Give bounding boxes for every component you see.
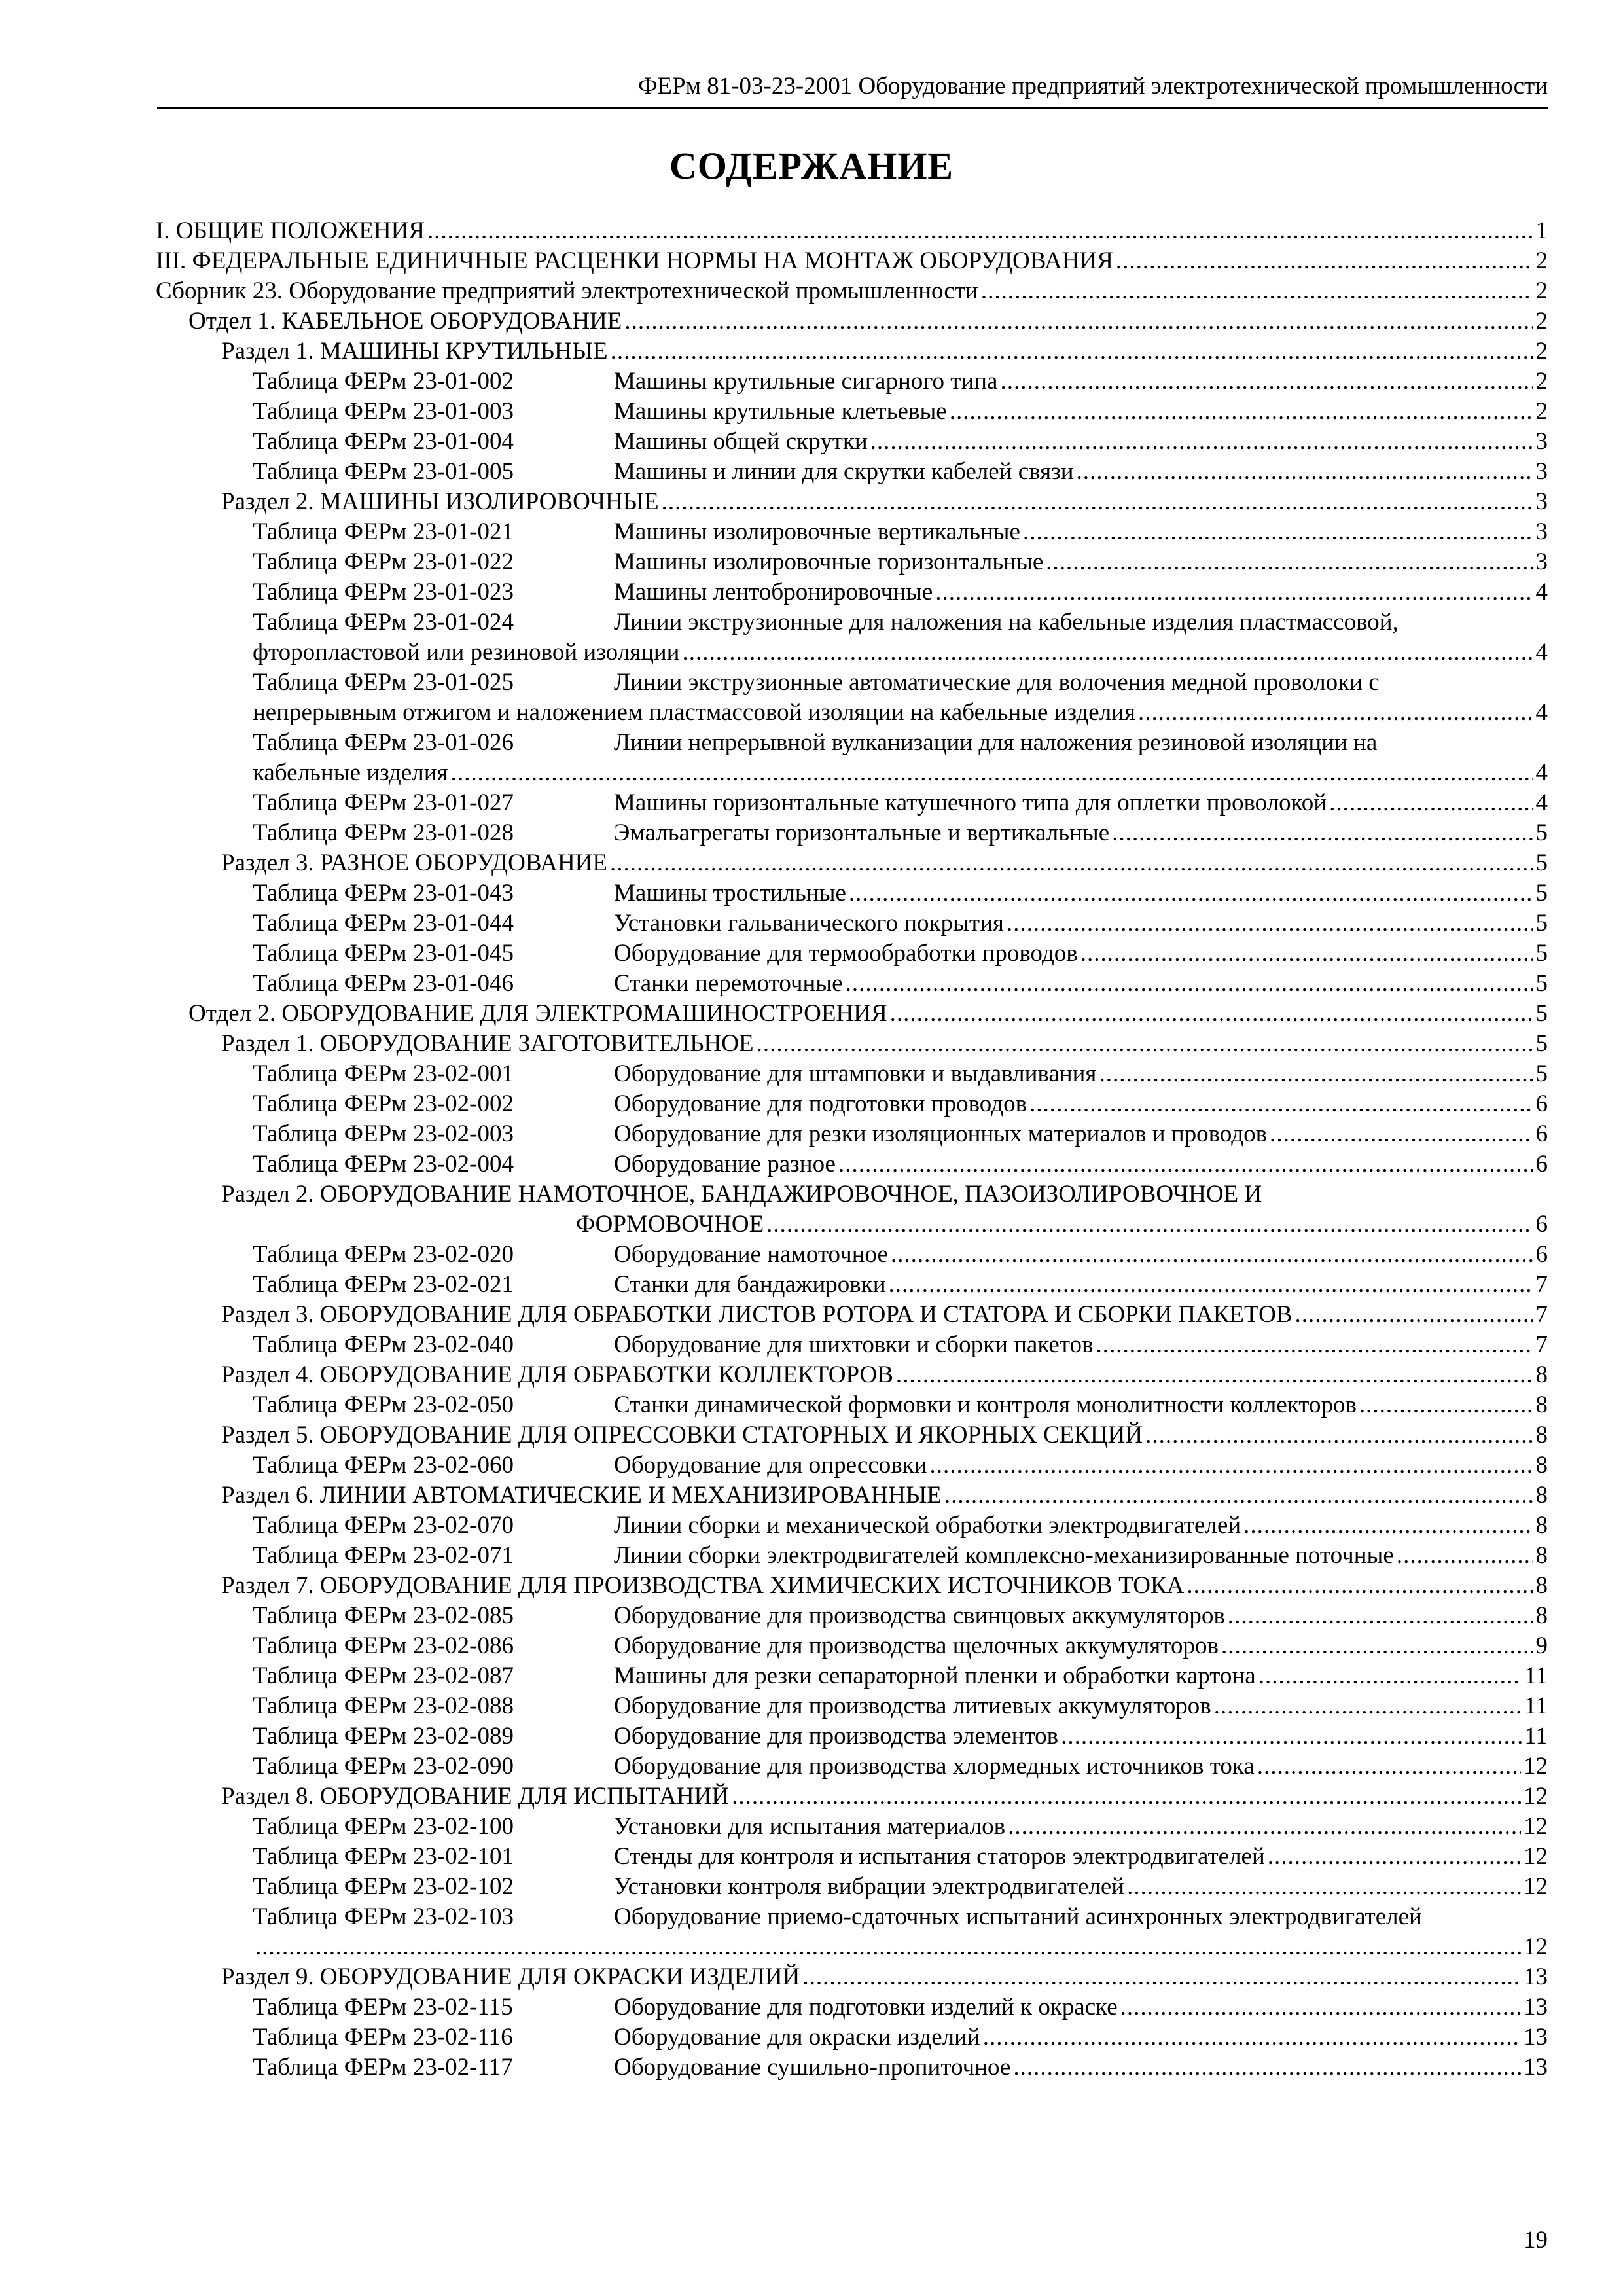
dot-leader (1007, 908, 1533, 939)
page-number: 19 (1524, 2227, 1548, 2253)
toc-table-name: Станки динамической формовки и контроля монолитности коллекторов (614, 1391, 1357, 1418)
toc-section-title: Раздел 3. РАЗНОЕ ОБОРУДОВАНИЕ (221, 850, 607, 876)
toc-table-name: Машины крутильные сигарного типа (614, 368, 998, 395)
toc-page-number: 3 (1535, 548, 1548, 575)
toc-section-title: Раздел 1. МАШИНЫ КРУТИЛЬНЫЕ (221, 338, 608, 365)
toc-table-name: Оборудование для производства элементов (614, 1723, 1059, 1749)
toc-table-code: Таблица ФЕРм 23-02-050 (253, 1391, 514, 1418)
toc-entry (156, 698, 1548, 728)
toc-page-number: 1 (1535, 217, 1548, 244)
toc-entry (156, 1390, 1548, 1420)
toc-table-name: Оборудование сушильно-пропиточное (614, 2054, 1011, 2081)
dot-leader (1329, 788, 1533, 818)
toc-page-number: 8 (1535, 1422, 1548, 1448)
toc-section-title: Раздел 1. ОБОРУДОВАНИЕ ЗАГОТОВИТЕЛЬНОЕ (221, 1030, 754, 1057)
toc-table-code: Таблица ФЕРм 23-02-086 (253, 1632, 514, 1659)
dot-leader (1295, 1300, 1533, 1330)
toc-entry (156, 1270, 1548, 1300)
toc-page-number: 8 (1535, 1361, 1548, 1388)
toc-table-code: Таблица ФЕРм 23-02-101 (253, 1843, 514, 1870)
toc-page-number: 12 (1524, 1813, 1548, 1840)
dot-leader (610, 848, 1533, 878)
toc-page-number: 2 (1535, 247, 1548, 274)
toc-section-title: Раздел 8. ОБОРУДОВАНИЕ ДЛЯ ИСПЫТАНИЙ (221, 1783, 730, 1810)
toc-entry (156, 1782, 1548, 1812)
toc-entry (156, 336, 1548, 367)
table-of-contents (156, 216, 1548, 2083)
toc-table-code: Таблица ФЕРм 23-02-116 (253, 2024, 513, 2051)
dot-leader (1228, 1601, 1533, 1631)
toc-entry (156, 818, 1548, 848)
toc-table-name-continued: фторопластовой или резиновой изоляции (253, 639, 680, 666)
dot-leader (1120, 1992, 1521, 2022)
toc-entry (156, 1751, 1548, 1782)
toc-table-name: Оборудование приемо-сдаточных испытаний асинхронных электродвигателей (614, 1903, 1422, 1930)
toc-table-name: Машины горизонтальные катушечного типа для оплетки проволокой (614, 789, 1327, 816)
toc-page-number: 2 (1535, 398, 1548, 425)
dot-leader (1270, 1119, 1533, 1149)
toc-page-number: 2 (1535, 308, 1548, 334)
toc-table-code: Таблица ФЕРм 23-02-002 (253, 1090, 514, 1117)
toc-page-number: 6 (1535, 1241, 1548, 1268)
toc-entry (156, 1330, 1548, 1360)
toc-entry (156, 547, 1548, 577)
toc-table-name: Оборудование для термообработки проводов (614, 940, 1078, 967)
toc-entry (156, 276, 1548, 306)
toc-entry (156, 728, 1548, 758)
toc-entry (156, 397, 1548, 427)
toc-table-name: Эмальагрегаты горизонтальные и вертикальные (614, 819, 1110, 846)
dot-leader (935, 577, 1533, 607)
toc-page-number: 7 (1535, 1271, 1548, 1298)
toc-table-name: Оборудование для шихтовки и сборки пакетов (614, 1331, 1094, 1358)
toc-page-number: 5 (1535, 1030, 1548, 1057)
toc-entry (156, 1571, 1548, 1601)
dot-leader (451, 758, 1533, 788)
dot-leader (1359, 1390, 1533, 1420)
toc-page-number: 8 (1535, 1452, 1548, 1479)
toc-table-name: Оборудование для подготовки изделий к окраске (614, 1994, 1118, 2020)
toc-page-number: 3 (1535, 458, 1548, 485)
toc-entry (156, 1179, 1548, 1210)
toc-table-code: Таблица ФЕРм 23-01-045 (253, 940, 514, 967)
dot-leader (846, 969, 1533, 999)
toc-entry (156, 427, 1548, 457)
dot-leader (1008, 1812, 1521, 1842)
dot-leader (1046, 547, 1533, 577)
toc-page-number: 7 (1535, 1331, 1548, 1358)
dot-leader (1243, 1511, 1533, 1541)
toc-entry (156, 577, 1548, 607)
toc-section-title: Раздел 2. ОБОРУДОВАНИЕ НАМОТОЧНОЕ, БАНДАЖИРОВОЧНОЕ, ПАЗОИЗОЛИРОВОЧНОЕ И (221, 1181, 1262, 1208)
toc-page-number: 13 (1524, 2024, 1548, 2051)
toc-table-name: Оборудование для производства свинцовых аккумуляторов (614, 1602, 1225, 1629)
dot-leader (1013, 2053, 1521, 2083)
dot-leader (1397, 1541, 1533, 1571)
toc-table-name: Оборудование для производства щелочных аккумуляторов (614, 1632, 1219, 1659)
toc-entry (156, 1962, 1548, 1992)
dot-leader (890, 999, 1533, 1029)
dot-leader (427, 216, 1533, 246)
toc-table-name-continued: кабельные изделия (253, 759, 448, 786)
dot-leader (1112, 818, 1533, 848)
toc-entry (156, 668, 1548, 698)
toc-page-number: 2 (1535, 278, 1548, 304)
toc-entry (156, 969, 1548, 999)
toc-page-number: 6 (1535, 1121, 1548, 1147)
toc-section-title: Раздел 4. ОБОРУДОВАНИЕ ДЛЯ ОБРАБОТКИ КОЛЛЕКТОРОВ (221, 1361, 893, 1388)
dot-leader (757, 1029, 1533, 1059)
dot-leader (1077, 457, 1533, 487)
dot-leader (1061, 1721, 1522, 1751)
toc-page-number: 13 (1524, 2054, 1548, 2081)
toc-entry (156, 1240, 1548, 1270)
toc-table-code: Таблица ФЕРм 23-02-090 (253, 1753, 514, 1780)
toc-entry (156, 1992, 1548, 2022)
dot-leader (1023, 517, 1533, 547)
toc-entry (156, 1932, 1548, 1962)
toc-table-code: Таблица ФЕРм 23-01-022 (253, 548, 514, 575)
toc-table-name: Оборудование для производства хлормедных источников тока (614, 1753, 1255, 1780)
toc-entry (156, 1511, 1548, 1541)
toc-page-number: 4 (1535, 639, 1548, 666)
page-title: СОДЕРЖАНИЕ (669, 145, 954, 187)
header-rule (157, 107, 1548, 109)
toc-entry (156, 1812, 1548, 1842)
toc-page-number: 11 (1524, 1662, 1548, 1689)
toc-section-title: Раздел 3. ОБОРУДОВАНИЕ ДЛЯ ОБРАБОТКИ ЛИСТОВ РОТОРА И СТАТОРА И СБОРКИ ПАКЕТОВ (221, 1301, 1293, 1328)
toc-entry (156, 1029, 1548, 1059)
toc-table-code: Таблица ФЕРм 23-02-040 (253, 1331, 514, 1358)
toc-entry (156, 487, 1548, 517)
toc-section-title: Раздел 5. ОБОРУДОВАНИЕ ДЛЯ ОПРЕССОВКИ СТАТОРНЫХ И ЯКОРНЫХ СЕКЦИЙ (221, 1422, 1143, 1448)
toc-page-number: 5 (1535, 880, 1548, 906)
toc-page-number: 4 (1535, 579, 1548, 605)
dot-leader (624, 306, 1533, 336)
toc-section-title: I. ОБЩИЕ ПОЛОЖЕНИЯ (156, 217, 425, 244)
toc-table-name: Линии сборки электродвигателей комплексно-механизированные поточные (614, 1542, 1394, 1569)
toc-page-number: 2 (1535, 338, 1548, 365)
toc-table-code: Таблица ФЕРм 23-02-102 (253, 1873, 514, 1900)
toc-entry (156, 1089, 1548, 1119)
toc-page-number: 13 (1524, 1964, 1548, 1990)
toc-table-name: Машины и линии для скрутки кабелей связи (614, 458, 1074, 485)
toc-section-title: Отдел 2. ОБОРУДОВАНИЕ ДЛЯ ЭЛЕКТРОМАШИНОСТРОЕНИЯ (188, 1000, 887, 1027)
toc-page-number: 6 (1535, 1090, 1548, 1117)
toc-page-number: 4 (1535, 699, 1548, 726)
toc-table-name: Машины для резки сепараторной пленки и обработки картона (614, 1662, 1256, 1689)
toc-entry (156, 848, 1548, 878)
dot-leader (1258, 1661, 1522, 1691)
toc-entry (156, 999, 1548, 1029)
dot-leader (1080, 939, 1533, 969)
toc-section-title-continued: ФОРМОВОЧНОЕ (576, 1211, 764, 1238)
toc-table-code: Таблица ФЕРм 23-01-003 (253, 398, 514, 425)
toc-entry (156, 1420, 1548, 1450)
toc-table-code: Таблица ФЕРм 23-01-002 (253, 368, 514, 395)
toc-table-name: Стенды для контроля и испытания статоров электродвигателей (614, 1843, 1265, 1870)
toc-page-number: 2 (1535, 368, 1548, 395)
dot-leader (1145, 1420, 1533, 1450)
toc-table-name: Машины общей скрутки (614, 428, 868, 455)
toc-entry (156, 758, 1548, 788)
dot-leader (849, 878, 1533, 908)
toc-table-name: Оборудование для штамповки и выдавливания (614, 1060, 1097, 1087)
toc-section-title: Раздел 6. ЛИНИИ АВТОМАТИЧЕСКИЕ И МЕХАНИЗИРОВАННЫЕ (221, 1482, 942, 1509)
toc-page-number: 5 (1535, 1000, 1548, 1027)
toc-table-name: Установки для испытания материалов (614, 1813, 1006, 1840)
toc-table-code: Таблица ФЕРм 23-02-004 (253, 1151, 514, 1177)
toc-entry (156, 1210, 1548, 1240)
toc-table-name: Машины изолировочные горизонтальные (614, 548, 1044, 575)
toc-section-title: Раздел 9. ОБОРУДОВАНИЕ ДЛЯ ОКРАСКИ ИЗДЕЛИЙ (221, 1964, 800, 1990)
toc-table-code: Таблица ФЕРм 23-01-023 (253, 579, 514, 605)
toc-table-name: Машины тростильные (614, 880, 846, 906)
toc-entry (156, 1149, 1548, 1179)
dot-leader (930, 1450, 1533, 1480)
toc-entry (156, 637, 1548, 668)
dot-leader (683, 637, 1533, 668)
toc-table-code: Таблица ФЕРм 23-02-060 (253, 1452, 514, 1479)
toc-entry (156, 1360, 1548, 1390)
toc-page-number: 3 (1535, 428, 1548, 455)
toc-table-name: Машины крутильные клетьевые (614, 398, 947, 425)
toc-table-name: Оборудование для окраски изделий (614, 2024, 980, 2051)
toc-table-code: Таблица ФЕРм 23-01-043 (253, 880, 514, 906)
toc-table-code: Таблица ФЕРм 23-01-005 (253, 458, 514, 485)
dot-leader (1186, 1571, 1533, 1601)
toc-table-name: Линии экструзионные автоматические для волочения медной проволоки с (614, 669, 1380, 696)
toc-table-code: Таблица ФЕРм 23-01-026 (253, 729, 514, 756)
toc-entry (156, 1450, 1548, 1480)
toc-page-number: 12 (1524, 1783, 1548, 1810)
toc-entry (156, 216, 1548, 246)
toc-page-number: 7 (1535, 1301, 1548, 1328)
toc-entry (156, 1842, 1548, 1872)
toc-table-code: Таблица ФЕРм 23-02-071 (253, 1542, 514, 1569)
toc-table-name: Оборудование разное (614, 1151, 836, 1177)
toc-section-title: III. ФЕДЕРАЛЬНЫЕ ЕДИНИЧНЫЕ РАСЦЕНКИ НОРМЫ НА МОНТАЖ ОБОРУДОВАНИЯ (156, 247, 1113, 274)
dot-leader (838, 1149, 1533, 1179)
toc-entry (156, 1119, 1548, 1149)
toc-page-number: 3 (1535, 518, 1548, 545)
toc-table-code: Таблица ФЕРм 23-02-088 (253, 1693, 514, 1719)
toc-section-title: Раздел 7. ОБОРУДОВАНИЕ ДЛЯ ПРОИЗВОДСТВА ХИМИЧЕСКИХ ИСТОЧНИКОВ ТОКА (221, 1572, 1185, 1599)
toc-page-number: 4 (1535, 789, 1548, 816)
dot-leader (1029, 1089, 1533, 1119)
toc-table-name: Линии экструзионные для наложения на кабельные изделия пластмассовой, (614, 609, 1399, 636)
toc-section-title: Сборник 23. Оборудование предприятий электротехнической промышленности (156, 278, 978, 304)
dot-leader (889, 1270, 1533, 1300)
dot-leader (896, 1360, 1533, 1390)
toc-table-code: Таблица ФЕРм 23-02-001 (253, 1060, 514, 1087)
toc-page-number: 12 (1524, 1753, 1548, 1780)
toc-page-number: 8 (1535, 1512, 1548, 1539)
toc-entry (156, 607, 1548, 637)
toc-entry (156, 2022, 1548, 2053)
dot-leader (1116, 246, 1533, 276)
dot-leader (611, 336, 1533, 367)
toc-entry (156, 367, 1548, 397)
toc-table-code: Таблица ФЕРм 23-02-100 (253, 1813, 514, 1840)
dot-leader (1099, 1059, 1533, 1089)
dot-leader (983, 2022, 1521, 2053)
toc-table-code: Таблица ФЕРм 23-02-020 (253, 1241, 514, 1268)
toc-page-number: 8 (1535, 1542, 1548, 1569)
toc-entry (156, 457, 1548, 487)
toc-page-number: 9 (1535, 1632, 1548, 1659)
toc-table-code: Таблица ФЕРм 23-01-024 (253, 609, 514, 636)
dot-leader (255, 1932, 1521, 1962)
toc-page-number: 8 (1535, 1482, 1548, 1509)
toc-entry (156, 306, 1548, 336)
toc-entry (156, 246, 1548, 276)
toc-table-name: Установки контроля вибрации электродвигателей (614, 1873, 1125, 1900)
toc-page-number: 11 (1524, 1693, 1548, 1719)
toc-table-name: Оборудование намоточное (614, 1241, 888, 1268)
toc-entry (156, 1661, 1548, 1691)
toc-table-code: Таблица ФЕРм 23-01-004 (253, 428, 514, 455)
toc-table-name: Линии сборки и механической обработки электродвигателей (614, 1512, 1241, 1539)
toc-entry (156, 1601, 1548, 1631)
dot-leader (732, 1782, 1521, 1812)
toc-entry (156, 1059, 1548, 1089)
toc-table-code: Таблица ФЕРм 23-02-089 (253, 1723, 514, 1749)
toc-table-code: Таблица ФЕРм 23-02-070 (253, 1512, 514, 1539)
toc-page-number: 6 (1535, 1151, 1548, 1177)
toc-entry (156, 1300, 1548, 1330)
toc-entry (156, 1631, 1548, 1661)
toc-entry (156, 1902, 1548, 1932)
toc-page-number: 5 (1535, 910, 1548, 937)
toc-entry (156, 1721, 1548, 1751)
dot-leader (1096, 1330, 1533, 1360)
toc-table-name: Оборудование для подготовки проводов (614, 1090, 1027, 1117)
toc-entry (156, 908, 1548, 939)
toc-page-number: 5 (1535, 819, 1548, 846)
dot-leader (1127, 1872, 1521, 1902)
toc-entry (156, 788, 1548, 818)
toc-entry (156, 1872, 1548, 1902)
toc-entry (156, 517, 1548, 547)
toc-page-number: 8 (1535, 1391, 1548, 1418)
toc-table-code: Таблица ФЕРм 23-02-021 (253, 1271, 514, 1298)
toc-section-title: Раздел 2. МАШИНЫ ИЗОЛИРОВОЧНЫЕ (221, 488, 659, 515)
dot-leader (1000, 367, 1533, 397)
toc-page-number: 8 (1535, 1572, 1548, 1599)
dot-leader (870, 427, 1533, 457)
dot-leader (802, 1962, 1521, 1992)
toc-table-name: Установки гальванического покрытия (614, 910, 1004, 937)
toc-entry (156, 1691, 1548, 1721)
dot-leader (1257, 1751, 1521, 1782)
toc-table-code: Таблица ФЕРм 23-02-115 (253, 1994, 513, 2020)
dot-leader (891, 1240, 1533, 1270)
toc-page-number: 12 (1524, 1843, 1548, 1870)
toc-table-code: Таблица ФЕРм 23-01-027 (253, 789, 514, 816)
toc-table-name: Оборудование для производства литиевых аккумуляторов (614, 1693, 1211, 1719)
toc-page-number: 5 (1535, 850, 1548, 876)
dot-leader (981, 276, 1533, 306)
toc-page-number: 12 (1524, 1933, 1548, 1960)
toc-entry (156, 2053, 1548, 2083)
toc-table-code: Таблица ФЕРм 23-01-021 (253, 518, 514, 545)
toc-page-number: 13 (1524, 1994, 1548, 2020)
toc-page-number: 5 (1535, 1060, 1548, 1087)
toc-table-name: Станки для бандажировки (614, 1271, 886, 1298)
dot-leader (944, 1480, 1533, 1511)
toc-table-code: Таблица ФЕРм 23-01-025 (253, 669, 514, 696)
toc-table-name: Оборудование для резки изоляционных материалов и проводов (614, 1121, 1268, 1147)
toc-table-code: Таблица ФЕРм 23-02-103 (253, 1903, 514, 1930)
toc-page-number: 3 (1535, 488, 1548, 515)
toc-page-number: 5 (1535, 970, 1548, 997)
toc-entry (156, 878, 1548, 908)
dot-leader (1221, 1631, 1533, 1661)
toc-page-number: 5 (1535, 940, 1548, 967)
toc-page-number: 8 (1535, 1602, 1548, 1629)
toc-table-name: Оборудование для опрессовки (614, 1452, 927, 1479)
toc-table-name: Линии непрерывной вулканизации для наложения резиновой изоляции на (614, 729, 1378, 756)
toc-table-code: Таблица ФЕРм 23-01-046 (253, 970, 514, 997)
toc-page-number: 6 (1535, 1211, 1548, 1238)
toc-table-name: Машины изолировочные вертикальные (614, 518, 1020, 545)
dot-leader (662, 487, 1533, 517)
toc-section-title: Отдел 1. КАБЕЛЬНОЕ ОБОРУДОВАНИЕ (188, 308, 622, 334)
dot-leader (1214, 1691, 1522, 1721)
toc-table-name: Станки перемоточные (614, 970, 843, 997)
toc-entry (156, 1541, 1548, 1571)
running-header: ФЕРм 81-03-23-2001 Оборудование предприятий электротехнической промышленности (638, 73, 1548, 99)
toc-page-number: 4 (1535, 759, 1548, 786)
dot-leader (950, 397, 1533, 427)
toc-table-code: Таблица ФЕРм 23-02-003 (253, 1121, 514, 1147)
dot-leader (1268, 1842, 1521, 1872)
toc-table-code: Таблица ФЕРм 23-02-085 (253, 1602, 514, 1629)
toc-table-name-continued: непрерывным отжигом и наложением пластмассовой изоляции на кабельные изделия (253, 699, 1135, 726)
toc-page-number: 11 (1524, 1723, 1548, 1749)
toc-table-code: Таблица ФЕРм 23-01-044 (253, 910, 514, 937)
toc-table-name: Машины лентобронировочные (614, 579, 933, 605)
toc-entry (156, 1480, 1548, 1511)
dot-leader (766, 1210, 1533, 1240)
toc-table-code: Таблица ФЕРм 23-02-087 (253, 1662, 514, 1689)
toc-page-number: 12 (1524, 1873, 1548, 1900)
toc-entry (156, 939, 1548, 969)
dot-leader (1138, 698, 1533, 728)
toc-table-code: Таблица ФЕРм 23-01-028 (253, 819, 514, 846)
toc-table-code: Таблица ФЕРм 23-02-117 (253, 2054, 513, 2081)
